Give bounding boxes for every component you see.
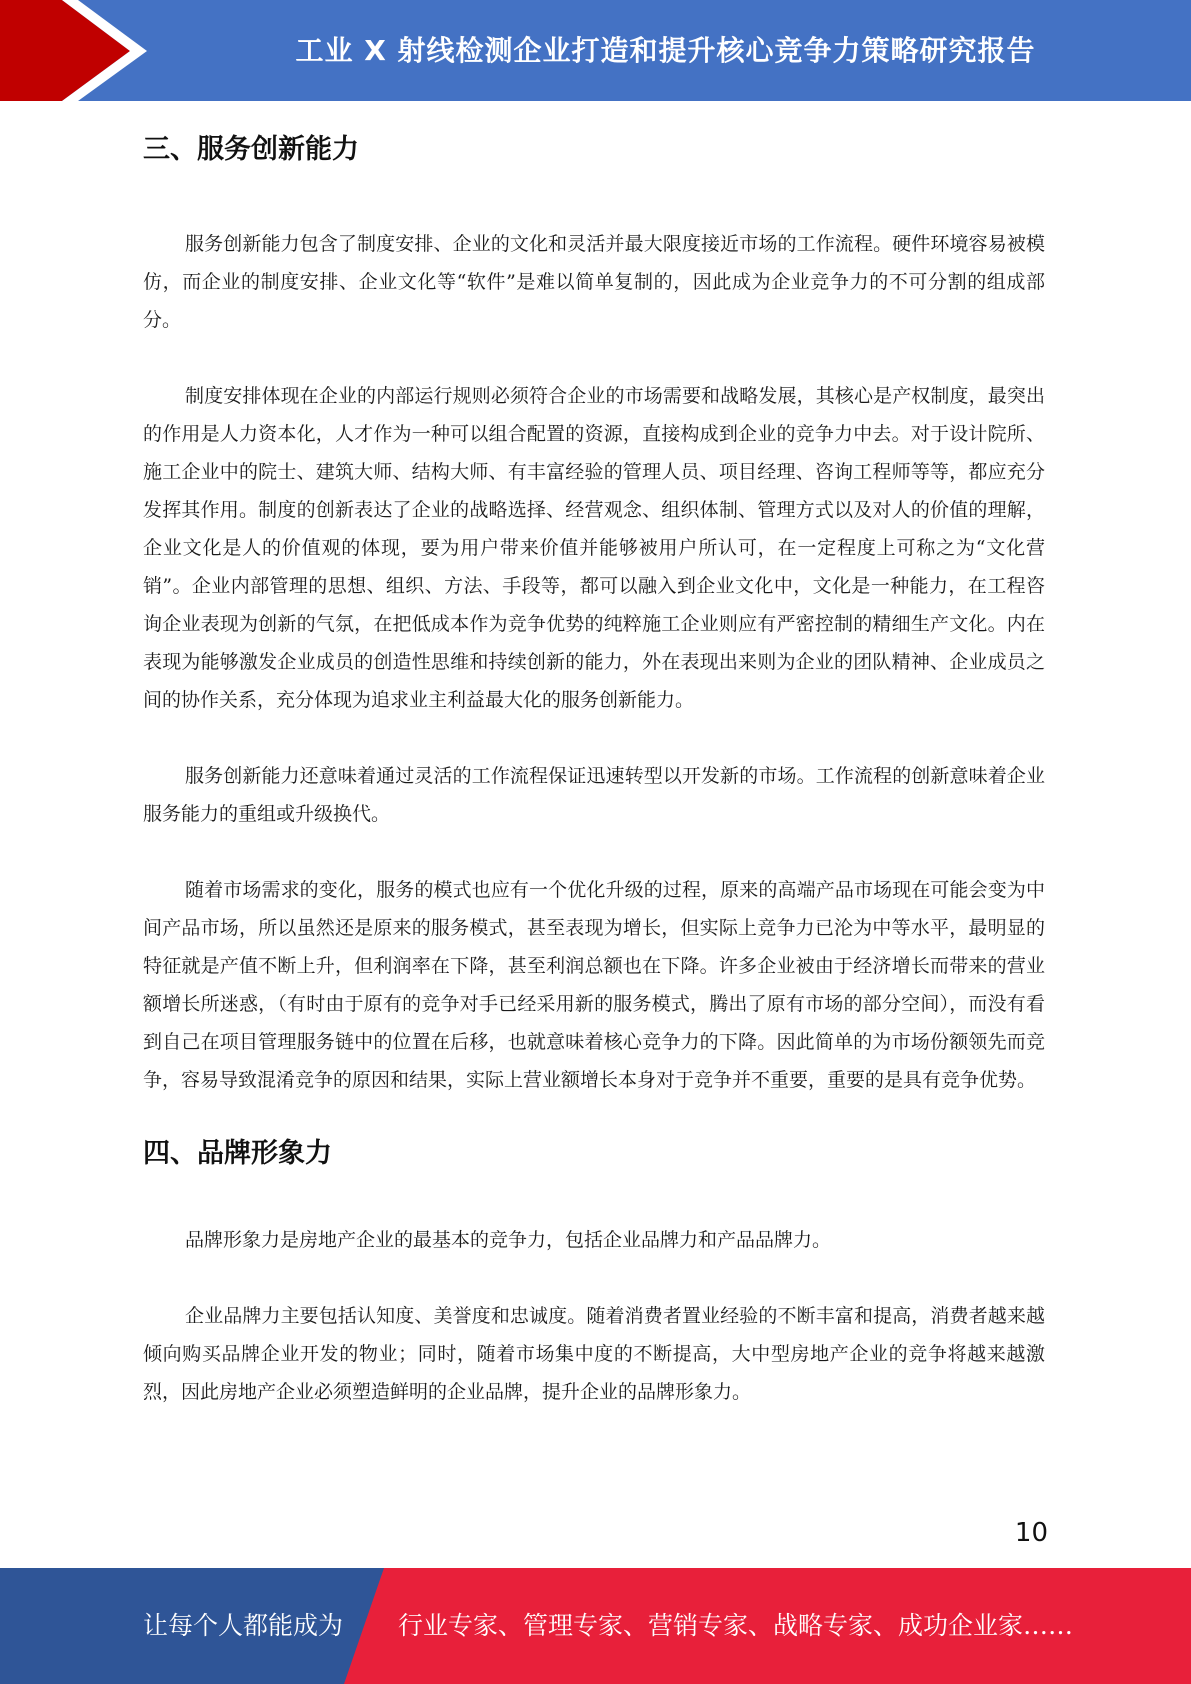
paragraph: 企业品牌力主要包括认知度、美誉度和忠诚度。随着消费者置业经验的不断丰富和提高，消费者越来越倾向购买品牌企业开发的物业；同时，随着市场集中度的不断提高，大中型房地产企业的竞争将越来越激烈，因此房地产企业必须塑造鲜明的企业品牌，提升企业的品牌形象力。 — [143, 1305, 1045, 1403]
paragraph: 随着市场需求的变化，服务的模式也应有一个优化升级的过程，原来的高端产品市场现在可能会变为中间产品市场，所以虽然还是原来的服务模式，甚至表现为增长，但实际上竞争力已沦为中等水平，最明显的特征就是产值不断上升，但利润率在下降，甚至利润总额也在下降。许多企业被由于经济增长而带来的营业额增长所迷惑，（有时由于原有的竞争对手已经采用新的服务模式，腾出了原有市场的部分空间），而没有看到自己在项目管理服务链中的位置在后移，也就意味着核心竞争力的下降。因此简单的为市场份额领先而竞争，容易导致混淆竞争的原因和结果，实际上营业额增长本身对于竞争并不重要，重要的是具有竞争优势。 — [143, 879, 1045, 1091]
section-brand-image — [143, 1129, 1045, 1411]
section-heading: 三、服务创新能力 — [143, 134, 359, 165]
paragraph: 服务创新能力包含了制度安排、企业的文化和灵活并最大限度接近市场的工作流程。硬件环境容易被模仿，而企业的制度安排、企业文化等“软件”是难以简单复制的，因此成为企业竞争力的不可分割的组成部分。 — [143, 233, 1045, 331]
paragraph: 品牌形象力是房地产企业的最基本的竞争力，包括企业品牌力和产品品牌力。 — [185, 1229, 832, 1251]
footer-slogan-left: 让每个人都能成为 — [143, 1611, 344, 1640]
page-footer — [0, 1568, 1191, 1684]
page-content — [143, 125, 1045, 1411]
page-number: 10 — [1014, 1518, 1048, 1548]
section-service-innovation — [143, 125, 1045, 1099]
footer-slogan-right: 行业专家、管理专家、营销专家、战略专家、成功企业家…… — [398, 1611, 1074, 1640]
section-heading: 四、品牌形象力 — [143, 1138, 332, 1169]
report-title: 工业 X 射线检测企业打造和提升核心竞争力策略研究报告 — [295, 34, 1036, 67]
paragraph: 制度安排体现在企业的内部运行规则必须符合企业的市场需要和战略发展，其核心是产权制度，最突出的作用是人力资本化，人才作为一种可以组合配置的资源，直接构成到企业的竞争力中去。对于设计院所、施工企业中的院士、建筑大师、结构大师、有丰富经验的管理人员、项目经理、咨询工程师等等，都应充分发挥其作用。制度的创新表达了企业的战略选择、经营观念、组织体制、管理方式以及对人的价值的理解，企业文化是人的价值观的体现，要为用户带来价值并能够被用户所认可，在一定程度上可称之为“文化营销”。企业内部管理的思想、组织、方法、手段等，都可以融入到企业文化中，文化是一种能力，在工程咨询企业表现为创新的气氛，在把低成本作为竞争优势的纯粹施工企业则应有严密控制的精细生产文化。内在表现为能够激发企业成员的创造性思维和持续创新的能力，外在表现出来则为企业的团队精神、企业成员之间的协作关系，充分体现为追求业主利益最大化的服务创新能力。 — [143, 385, 1045, 711]
page-header — [0, 0, 1191, 111]
paragraph: 服务创新能力还意味着通过灵活的工作流程保证迅速转型以开发新的市场。工作流程的创新意味着企业服务能力的重组或升级换代。 — [143, 765, 1045, 825]
